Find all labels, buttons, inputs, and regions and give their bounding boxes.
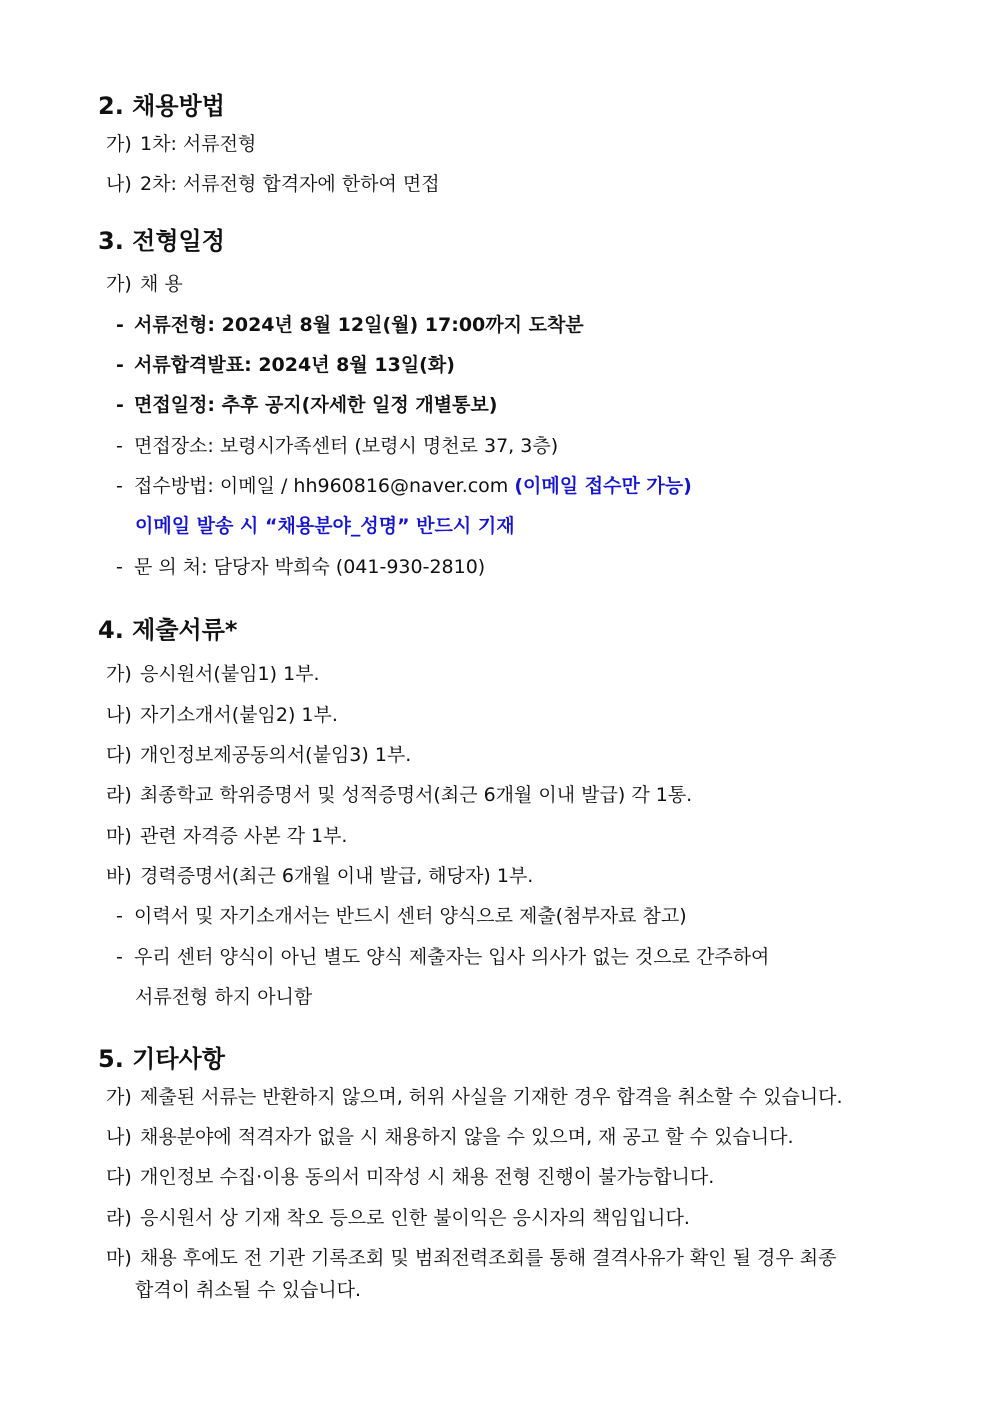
schedule-row	[116, 555, 485, 579]
schedule-row	[116, 393, 497, 417]
item-text: 경력증명서(최근 6개월 이내 발급, 해당자) 1부.	[140, 865, 534, 887]
note-text: 우리 센터 양식이 아닌 별도 양식 제출자는 입사 의사가 없는 것으로 간주하여	[134, 946, 770, 968]
list-item	[106, 1246, 837, 1270]
item-text: 1차: 서류전형	[140, 133, 257, 155]
row-text: 면접장소: 보령시가족센터 (보령시 명천로 37, 3층)	[134, 435, 559, 457]
row-text: 서류전형: 2024년 8월 12일(월) 17:00까지 도착분	[134, 314, 584, 336]
list-item	[106, 132, 256, 156]
row-text: 면접일정: 추후 공지(자세한 일정 개별통보)	[134, 394, 498, 416]
item-marker: 바)	[106, 865, 132, 887]
dash-marker: -	[116, 435, 123, 457]
schedule-row	[116, 434, 558, 458]
item-marker: 마)	[106, 1247, 132, 1269]
list-item	[106, 864, 533, 888]
note-text: 이력서 및 자기소개서는 반드시 센터 양식으로 제출(첨부자료 참고)	[134, 905, 687, 927]
item-text: 응시원서(붙임1) 1부.	[140, 663, 320, 685]
section-3-title: 3. 전형일정	[98, 227, 225, 255]
item-continuation: 합격이 취소될 수 있습니다.	[135, 1279, 362, 1301]
schedule-row	[116, 313, 584, 337]
item-marker: 나)	[106, 1126, 132, 1148]
item-text: 관련 자격증 사본 각 1부.	[140, 825, 348, 847]
item-text: 채용분야에 적격자가 없을 시 채용하지 않을 수 있으며, 재 공고 할 수 있습니다.	[140, 1126, 794, 1148]
dash-marker: -	[116, 556, 123, 578]
item-marker: 가)	[106, 1086, 132, 1108]
item-marker: 다)	[106, 744, 132, 766]
item-marker: 나)	[106, 173, 132, 195]
note-row	[116, 904, 687, 928]
list-item	[106, 1085, 843, 1109]
row-text: 문 의 처: 담당자 박희숙 (041-930-2810)	[134, 556, 486, 578]
item-text: 개인정보 수집·이용 동의서 미작성 시 채용 전형 진행이 불가능합니다.	[140, 1166, 715, 1188]
section-5-title: 5. 기타사항	[98, 1045, 225, 1073]
item-text: 개인정보제공동의서(붙임3) 1부.	[140, 744, 412, 766]
list-item	[106, 1206, 690, 1230]
item-text: 채 용	[140, 273, 183, 295]
item-marker: 라)	[106, 784, 132, 806]
item-text: 응시원서 상 기재 착오 등으로 인한 불이익은 응시자의 책임입니다.	[140, 1207, 690, 1229]
section-4-title: 4. 제출서류*	[98, 616, 238, 644]
dash-marker: -	[116, 905, 123, 927]
list-item	[106, 824, 347, 848]
list-item	[106, 172, 440, 196]
item-text: 최종학교 학위증명서 및 성적증명서(최근 6개월 이내 발급) 각 1통.	[140, 784, 693, 806]
item-marker: 다)	[106, 1166, 132, 1188]
item-marker: 가)	[106, 273, 132, 295]
email-only-note: (이메일 접수만 가능)	[514, 475, 692, 497]
item-text: 2차: 서류전형 합격자에 한하여 면접	[140, 173, 440, 195]
dash-marker: -	[116, 314, 124, 336]
schedule-row	[116, 353, 455, 377]
item-marker: 마)	[106, 825, 132, 847]
list-item	[106, 783, 692, 807]
item-text: 제출된 서류는 반환하지 않으며, 허위 사실을 기재한 경우 합격을 취소할 수 있습니다.	[140, 1086, 843, 1108]
item-marker: 나)	[106, 704, 132, 726]
dash-marker: -	[116, 475, 123, 497]
item-text: 채용 후에도 전 기관 기록조회 및 범죄전력조회를 통해 결격사유가 확인 될 경우 최종	[140, 1247, 837, 1269]
note-continuation: 서류전형 하지 아니함	[135, 986, 313, 1008]
list-item	[106, 1125, 794, 1149]
note-row	[116, 945, 769, 969]
email-subject-note: 이메일 발송 시 “채용분야_성명” 반드시 기재	[135, 515, 515, 537]
dash-marker: -	[116, 394, 124, 416]
row-text: 서류합격발표: 2024년 8월 13일(화)	[134, 354, 455, 376]
item-text: 자기소개서(붙임2) 1부.	[140, 704, 338, 726]
list-item	[106, 743, 411, 767]
row-text: 접수방법: 이메일 / hh960816@naver.com	[134, 475, 509, 497]
item-marker: 가)	[106, 133, 132, 155]
list-item	[106, 1165, 714, 1189]
dash-marker: -	[116, 946, 123, 968]
item-marker: 가)	[106, 663, 132, 685]
list-item	[106, 662, 320, 686]
item-marker: 라)	[106, 1207, 132, 1229]
section-2-title: 2. 채용방법	[98, 92, 225, 120]
list-item	[106, 272, 183, 296]
list-item	[106, 703, 338, 727]
dash-marker: -	[116, 354, 124, 376]
schedule-row	[116, 474, 692, 498]
